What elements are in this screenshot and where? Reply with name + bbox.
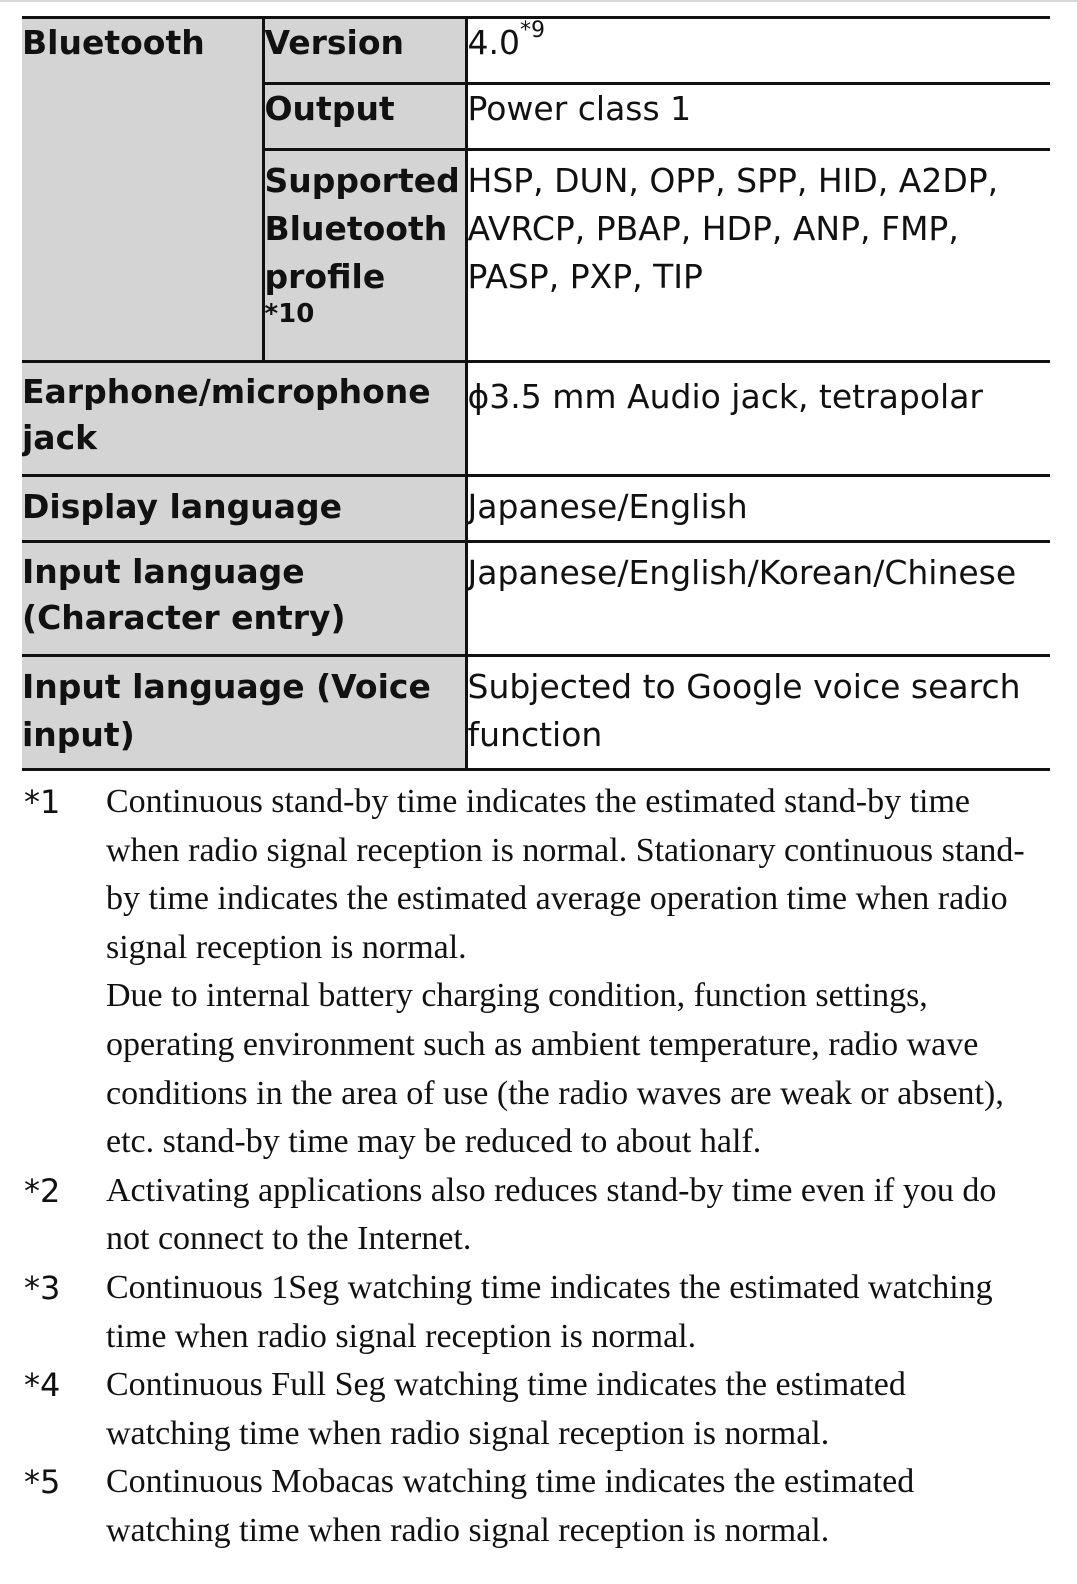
footnotes	[22, 778, 1062, 1556]
footnote-line: etc. stand-by time may be reduced to about half.	[106, 1123, 762, 1161]
footnote-mark: *1	[24, 783, 61, 821]
version-header	[263, 18, 466, 84]
jack-header	[22, 362, 466, 476]
footnote-line: not connect to the Internet.	[106, 1220, 472, 1258]
footnote	[22, 1361, 1062, 1458]
input-char-value: Japanese/English/Korean/Chinese	[467, 553, 1017, 592]
profile-value-line: AVRCP, PBAP, HDP, ANP, FMP,	[467, 209, 959, 248]
display-language-cell	[466, 476, 1050, 542]
profile-cell	[466, 150, 1050, 362]
footnote	[22, 1458, 1062, 1555]
jack-label-line: Earphone/microphone	[22, 372, 431, 411]
input-voice-value-line: function	[467, 715, 603, 754]
output-value: Power class 1	[467, 89, 692, 128]
input-voice-label-line: input)	[22, 715, 135, 754]
output-cell	[466, 84, 1050, 150]
footnote-line: Continuous Mobacas watching time indicates the estimated	[106, 1463, 915, 1501]
footnote-line: operating environment such as ambient temperature, radio wave	[106, 1025, 979, 1063]
footnote-line: Continuous stand-by time indicates the estimated stand-by time	[106, 783, 971, 820]
profile-label-line: Bluetooth	[264, 209, 448, 248]
footnote-line: Activating applications also reduces stand-by time even if you do	[106, 1171, 997, 1209]
footnote-mark: *2	[24, 1171, 61, 1210]
input-voice-cell	[466, 656, 1050, 770]
profile-value-line: PASP, PXP, TIP	[467, 257, 703, 296]
footnote	[22, 1167, 1062, 1264]
input-char-label-line: (Character entry)	[22, 598, 346, 637]
footnote-line: signal reception is normal.	[106, 928, 467, 966]
footnote-mark: *4	[24, 1366, 61, 1405]
table-row	[22, 362, 1050, 476]
input-char-cell	[466, 542, 1050, 656]
table-row	[22, 18, 1050, 84]
display-language-label: Display language	[22, 487, 342, 526]
version-value: 4.0	[467, 23, 520, 62]
footnote	[22, 778, 1062, 1167]
footnote-mark: *5	[24, 1463, 61, 1502]
footnote-line: time when radio signal reception is normal.	[106, 1317, 697, 1355]
input-voice-value-line: Subjected to Google voice search	[467, 667, 1021, 706]
version-label: Version	[264, 23, 405, 62]
table-row	[22, 542, 1050, 656]
profile-value-line: HSP, DUN, OPP, SPP, HID, A2DP,	[467, 161, 999, 200]
output-label: Output	[264, 89, 395, 128]
profile-label-line: profile	[264, 257, 386, 296]
bluetooth-label: Bluetooth	[22, 23, 205, 62]
bluetooth-header	[22, 18, 263, 362]
version-footnote-ref: *9	[519, 18, 545, 43]
footnote-line: Due to internal battery charging condition, function settings,	[106, 977, 928, 1015]
footnote-line: watching time when radio signal reception is normal.	[106, 1511, 830, 1549]
table-row	[22, 656, 1050, 770]
footnote-line: conditions in the area of use (the radio waves are weak or absent),	[106, 1074, 1004, 1112]
profile-header	[263, 150, 466, 362]
footnote	[22, 1264, 1062, 1361]
version-cell	[466, 18, 1050, 84]
footnote-line: Continuous Full Seg watching time indicates the estimated	[106, 1366, 906, 1404]
footnote-line: watching time when radio signal reception is normal.	[106, 1414, 830, 1452]
footnote-mark: *3	[24, 1268, 61, 1307]
footnote-line: Continuous 1Seg watching time indicates the estimated watching	[106, 1268, 993, 1306]
output-header	[263, 84, 466, 150]
display-language-value: Japanese/English	[467, 487, 748, 526]
input-voice-header	[22, 656, 466, 770]
input-voice-label-line: Input language (Voice	[22, 667, 431, 706]
input-char-label-line: Input language	[22, 552, 305, 591]
footnote-line: by time indicates the estimated average operation time when radio	[106, 880, 1008, 918]
top-rule	[0, 0, 1077, 2]
jack-cell	[466, 362, 1050, 476]
jack-label-line: jack	[22, 418, 98, 457]
table-row	[22, 476, 1050, 542]
jack-value: ϕ3.5 mm Audio jack, tetrapolar	[467, 377, 983, 416]
footnote-line: when radio signal reception is normal. Stationary continuous stand-	[106, 831, 1025, 869]
spec-table	[22, 16, 1050, 771]
display-language-header	[22, 476, 466, 542]
profile-footnote-ref: *10	[264, 299, 315, 329]
profile-label-line: Supported	[264, 161, 460, 200]
input-char-header	[22, 542, 466, 656]
